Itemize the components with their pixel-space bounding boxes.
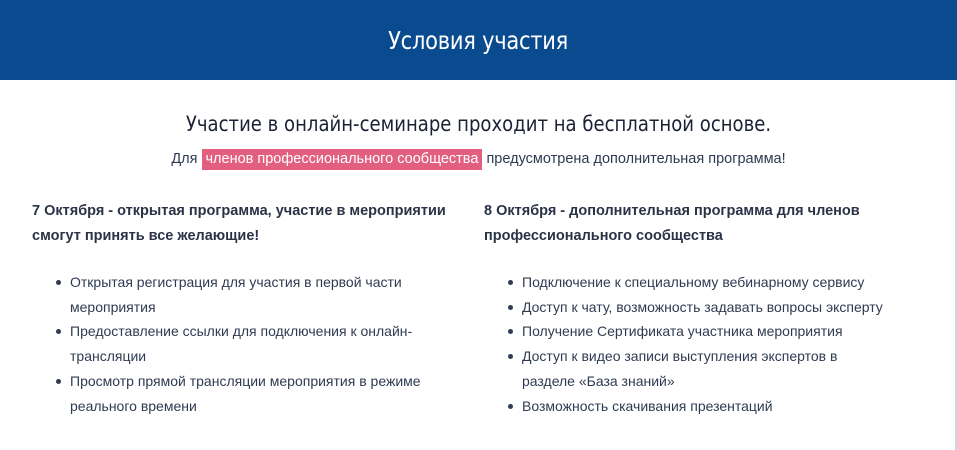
- bullet-icon: [56, 329, 61, 334]
- intro-subtitle-before: Для: [171, 151, 198, 167]
- intro-title: Участие в онлайн-семинаре проходит на бесплатной основе.: [185, 112, 772, 136]
- extra-program-heading: 8 Октября - дополнительная программа для членов профессионального сообщества: [484, 203, 860, 244]
- bullet-icon: [56, 280, 61, 285]
- open-program-list: [56, 270, 461, 418]
- list-item: [508, 344, 893, 393]
- open-program-column: [32, 199, 472, 414]
- bullet-icon: [508, 305, 513, 310]
- intro-subtitle-highlight: членов профессионального сообщества: [202, 149, 483, 170]
- list-item-text: Возможность скачивания презентаций: [522, 397, 773, 414]
- list-item-text: Доступ к видео записи выступления экспертов в разделе «База знаний»: [522, 348, 838, 389]
- list-item: [508, 295, 893, 320]
- list-item: [56, 369, 461, 418]
- list-item-text: Доступ к чату, возможность задавать вопросы эксперту: [522, 298, 883, 315]
- list-item-text: Подключение к специальному вебинарному сервису: [522, 274, 865, 290]
- extra-program-column: [484, 199, 904, 414]
- page-title: Условия участия: [388, 25, 569, 55]
- intro-subtitle: [0, 151, 957, 167]
- list-item: [508, 394, 893, 419]
- bullet-icon: [508, 404, 513, 409]
- bullet-icon: [56, 379, 61, 384]
- list-item: [508, 319, 893, 344]
- page-header: [0, 0, 957, 80]
- bullet-icon: [508, 354, 513, 359]
- intro-subtitle-after: предусмотрена дополнительная программа!: [486, 151, 786, 167]
- bullet-icon: [508, 329, 513, 334]
- bullet-icon: [508, 280, 513, 285]
- list-item-text: Просмотр прямой трансляции мероприятия в режиме реального времени: [70, 372, 421, 414]
- list-item: [508, 270, 893, 295]
- list-item-text: Получение Сертификата участника мероприятия: [522, 323, 843, 340]
- list-item: [56, 270, 461, 319]
- list-item-text: Предоставление ссылки для подключения к онлайн-трансляции: [70, 323, 413, 365]
- list-item: [56, 319, 461, 368]
- list-item-text: Открытая регистрация для участия в первой части мероприятия: [70, 274, 402, 315]
- open-program-heading: 7 Октября - открытая программа, участие в мероприятии смогут принять все желающие!: [32, 203, 446, 244]
- extra-program-list: [508, 270, 893, 418]
